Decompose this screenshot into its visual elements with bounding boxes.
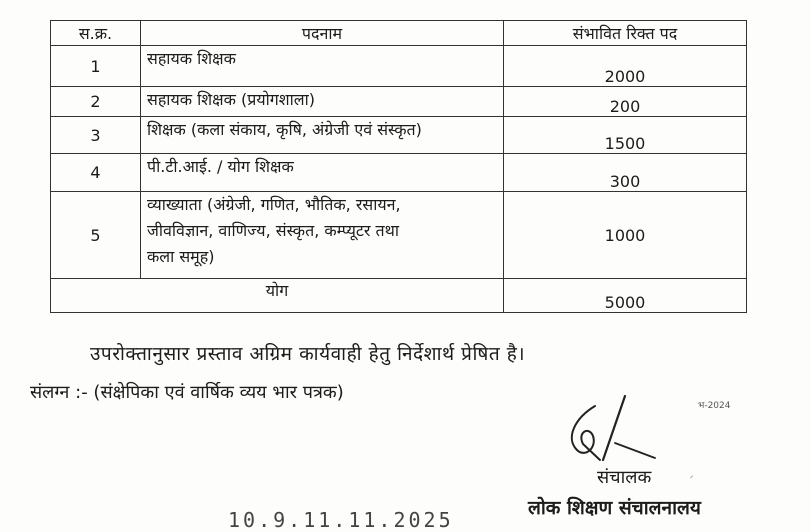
header-vacancy-count: संभावित रिक्त पद (504, 21, 747, 46)
row-vacancy-count: 300 (504, 154, 747, 192)
row-serial: 5 (51, 192, 141, 279)
header-serial: स.क्र. (51, 21, 141, 46)
table-row (51, 117, 747, 154)
total-value: 5000 (504, 279, 747, 313)
handwritten-signature (555, 388, 665, 468)
row-vacancy-count: 200 (504, 87, 747, 117)
header-post-name: पदनाम (141, 21, 504, 46)
table-row (51, 87, 747, 117)
row-post-name: पी.टी.आई. / योग शिक्षक (141, 154, 504, 192)
row-vacancy-count: 1500 (504, 117, 747, 154)
row-vacancy-count: 2000 (504, 46, 747, 87)
row-serial: 2 (51, 87, 141, 117)
total-label: योग (51, 279, 504, 313)
vacancy-table (50, 20, 747, 313)
initial-mark: ᐟ (690, 474, 694, 483)
designation: संचालक (597, 467, 652, 488)
enclosure-note: संलग्न :- (संक्षेपिका एवं वार्षिक व्यय भार पत्रक) (30, 382, 344, 403)
table-row (51, 192, 747, 279)
row-serial: 3 (51, 117, 141, 154)
post-name-line: कला समूह) (147, 247, 215, 266)
forwarding-paragraph: उपरोक्तानुसार प्रस्ताव अग्रिम कार्यवाही हेतु निर्देशार्थ प्रेषित है। (90, 343, 526, 365)
office-name: लोक शिक्षण संचालनालय (528, 497, 701, 519)
row-post-name (141, 192, 504, 279)
signature-note: भ-2024 (698, 401, 731, 411)
date-stamp: 10.9.11.11.2025 (228, 508, 454, 532)
post-name-line: व्याख्याता (अंग्रेजी, गणित, भौतिक, रसायन, (147, 195, 401, 214)
table-row (51, 46, 747, 87)
post-name-line: जीवविज्ञान, वाणिज्य, संस्कृत, कम्प्यूटर तथा (147, 221, 400, 240)
row-vacancy-count: 1000 (504, 192, 747, 279)
table-header-row (51, 21, 747, 46)
row-post-name: सहायक शिक्षक (प्रयोगशाला) (141, 87, 504, 117)
table-total-row (51, 279, 747, 313)
row-serial: 4 (51, 154, 141, 192)
row-post-name: शिक्षक (कला संकाय, कृषि, अंग्रेजी एवं संस्कृत) (141, 117, 504, 154)
row-serial: 1 (51, 46, 141, 87)
table-row (51, 154, 747, 192)
row-post-name: सहायक शिक्षक (141, 46, 504, 87)
